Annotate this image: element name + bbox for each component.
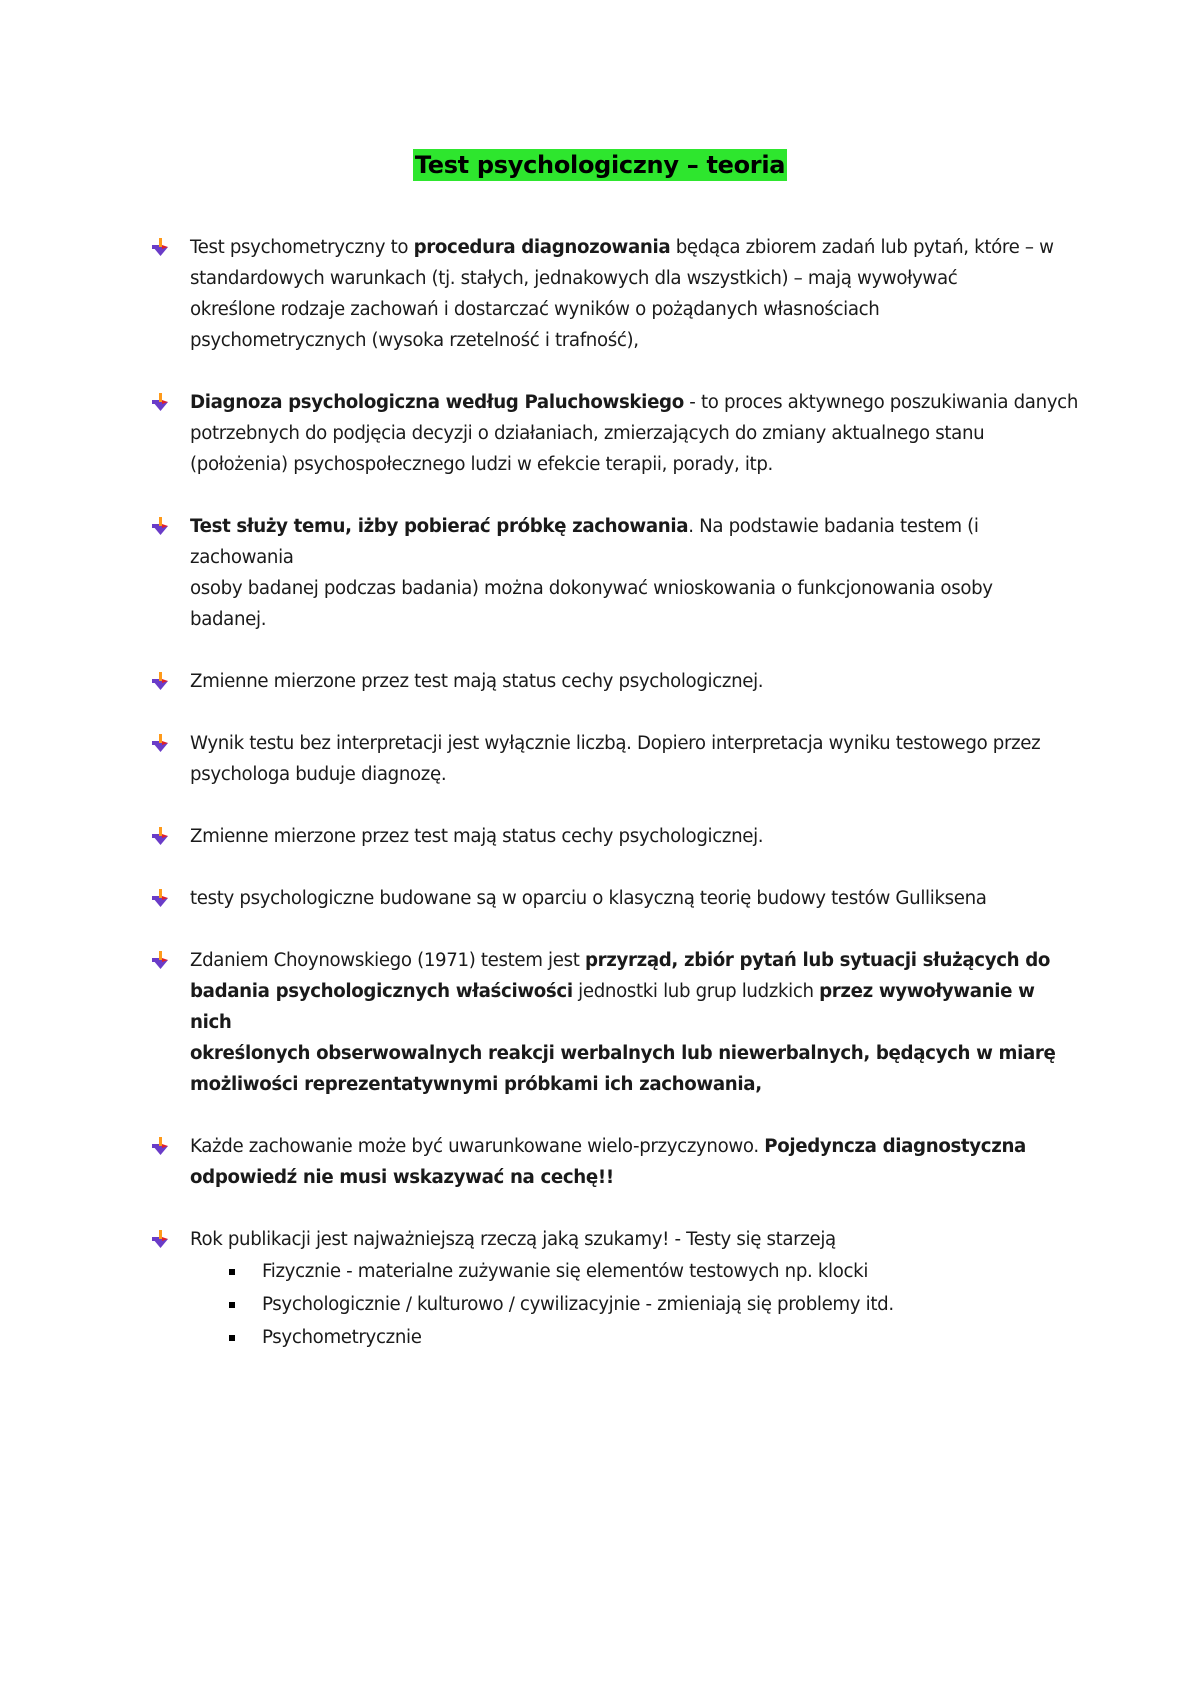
arrow-bullet-icon <box>152 889 168 907</box>
text-run: Wynik testu bez interpretacji jest wyłącznie liczbą. Dopiero interpretacja wyniku testowego przez <box>190 733 1041 754</box>
sub-list-item-text: Psychologicznie / kulturowo / cywilizacyjnie - zmieniają się problemy itd. <box>262 1294 894 1315</box>
list-item-text <box>190 1224 1082 1255</box>
list-item <box>152 1224 1082 1354</box>
bold-text: procedura diagnozowania <box>413 237 671 258</box>
bold-text: przyrząd, zbiór pytań lub sytuacji służących do <box>584 950 1051 971</box>
sub-list-item <box>190 1321 1082 1354</box>
list-item-text <box>190 883 1082 914</box>
square-bullet-icon <box>229 1335 235 1341</box>
text-run: Zmienne mierzone przez test mają status cechy psychologicznej. <box>190 671 764 692</box>
text-line <box>190 888 987 909</box>
text-run: osoby badanej podczas badania) można dokonywać wnioskowania o funkcjonowania osoby <box>190 578 993 599</box>
list-item <box>152 1131 1082 1193</box>
list-item <box>152 666 1082 697</box>
list-item-text <box>190 666 1082 697</box>
text-line <box>190 950 1050 971</box>
text-line <box>190 516 979 568</box>
text-run: standardowych warunkach (tj. stałych, jednakowych dla wszystkich) – mają wywoływać <box>190 268 958 289</box>
text-line <box>190 454 773 475</box>
text-run: - to proces aktywnego poszukiwania danych <box>683 392 1078 413</box>
text-line <box>190 1136 1026 1157</box>
text-line <box>190 981 1035 1033</box>
bold-text: określonych obserwowalnych reakcji werbalnych lub niewerbalnych, będących w miarę <box>190 1043 1056 1064</box>
text-run: Każde zachowanie może być uwarunkowane wielo-przyczynowo. <box>190 1136 765 1157</box>
list-item-text <box>190 511 1082 635</box>
page-title: Test psychologiczny – teoria <box>414 151 786 179</box>
text-line <box>190 578 993 599</box>
bold-text: przez wywoływanie w nich <box>190 981 1035 1033</box>
text-run: będąca zbiorem zadań lub pytań, które – w <box>670 237 1054 258</box>
sub-list-item <box>190 1255 1082 1288</box>
arrow-bullet-icon <box>152 517 168 535</box>
text-run: psychometrycznych (wysoka rzetelność i trafność), <box>190 330 639 351</box>
title-wrapper <box>0 149 1200 181</box>
list-item-text <box>190 945 1082 1100</box>
arrow-bullet-icon <box>152 1230 168 1248</box>
text-line <box>190 1043 1056 1064</box>
bold-text: Pojedyncza diagnostyczna <box>764 1136 1026 1157</box>
arrow-bullet-icon <box>152 827 168 845</box>
text-line <box>190 1167 614 1188</box>
text-run: testy psychologiczne budowane są w oparciu o klasyczną teorię budowy testów Gulliksena <box>190 888 987 909</box>
sub-list-item <box>190 1288 1082 1321</box>
sub-list <box>190 1255 1082 1354</box>
arrow-bullet-icon <box>152 238 168 256</box>
bold-text: Test służy temu, iżby pobierać próbkę zachowania <box>190 516 689 537</box>
list-item <box>152 387 1082 480</box>
list-item-text <box>190 232 1082 356</box>
text-run: jednostki lub grup ludzkich <box>572 981 820 1002</box>
list-item <box>152 821 1082 852</box>
list-item <box>152 232 1082 356</box>
text-line <box>190 609 266 630</box>
text-run: badanej. <box>190 609 267 630</box>
sub-list-item-text: Fizycznie - materialne zużywanie się elementów testowych np. klocki <box>262 1261 869 1282</box>
bold-text: odpowiedź nie musi wskazywać na cechę!! <box>190 1167 614 1188</box>
text-line <box>190 268 957 289</box>
text-run: . Na podstawie badania testem (i zachowania <box>190 516 979 568</box>
list-item <box>152 511 1082 635</box>
bold-text: badania psychologicznych właściwości <box>190 981 573 1002</box>
text-line <box>190 237 1054 258</box>
sub-list-item-text: Psychometrycznie <box>262 1327 422 1348</box>
list-item-text <box>190 1131 1082 1193</box>
list-item-text <box>190 387 1082 480</box>
text-line <box>190 671 763 692</box>
list-item <box>152 945 1082 1100</box>
text-run: określone rodzaje zachowań i dostarczać wyników o pożądanych własnościach <box>190 299 880 320</box>
bold-text: Diagnoza psychologiczna według Paluchowskiego <box>190 392 684 413</box>
square-bullet-icon <box>229 1269 235 1275</box>
text-line <box>190 392 1078 413</box>
arrow-bullet-icon <box>152 734 168 752</box>
text-line <box>190 423 984 444</box>
list-item <box>152 728 1082 790</box>
text-line <box>190 1074 762 1095</box>
bold-text: możliwości reprezentatywnymi próbkami ich zachowania, <box>190 1074 762 1095</box>
bullet-list <box>152 232 1082 1385</box>
list-item <box>152 883 1082 914</box>
square-bullet-icon <box>229 1302 235 1308</box>
text-line <box>190 764 446 785</box>
arrow-bullet-icon <box>152 1137 168 1155</box>
text-run: psychologa buduje diagnozę. <box>190 764 447 785</box>
arrow-bullet-icon <box>152 951 168 969</box>
arrow-bullet-icon <box>152 393 168 411</box>
text-run: Zdaniem Choynowskiego (1971) testem jest <box>190 950 585 971</box>
text-line <box>190 330 639 351</box>
text-run: Rok publikacji jest najważniejszą rzeczą jaką szukamy! - Testy się starzeją <box>190 1229 836 1250</box>
text-line <box>190 826 763 847</box>
text-run: (położenia) psychospołecznego ludzi w efekcie terapii, porady, itp. <box>190 454 773 475</box>
text-line <box>190 733 1040 754</box>
text-run: Zmienne mierzone przez test mają status cechy psychologicznej. <box>190 826 764 847</box>
text-line <box>190 1229 836 1250</box>
list-item-text <box>190 821 1082 852</box>
text-line <box>190 299 879 320</box>
text-run: potrzebnych do podjęcia decyzji o działaniach, zmierzających do zmiany aktualnego stanu <box>190 423 985 444</box>
text-run: Test psychometryczny to <box>190 237 414 258</box>
list-item-text <box>190 728 1082 790</box>
arrow-bullet-icon <box>152 672 168 690</box>
